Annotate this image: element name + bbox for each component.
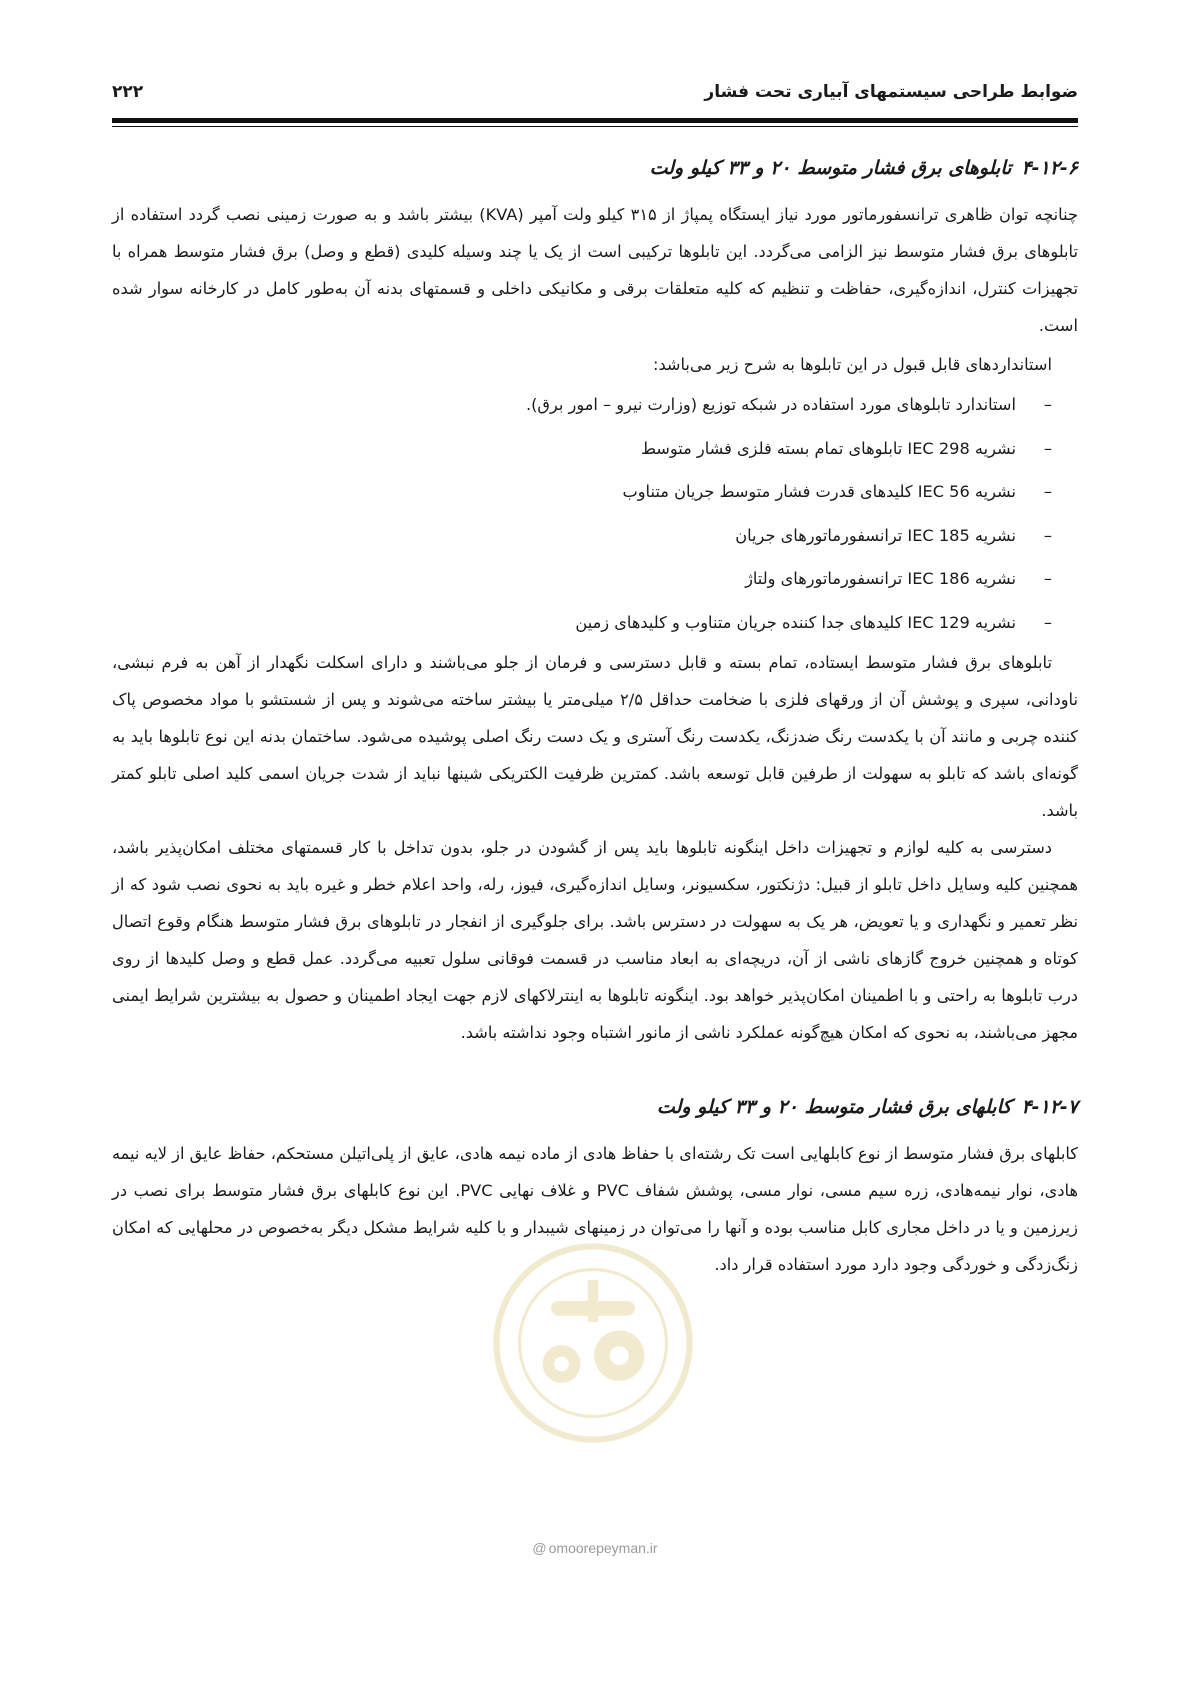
section-gap: [112, 1051, 1078, 1089]
list-item: – نشریه IEC 186 ترانسفورماتورهای ولتاژ: [112, 557, 1052, 601]
page-number: ۲۲۲: [112, 82, 144, 102]
page-content: [112, 150, 1078, 1283]
header-rule-thick: [112, 118, 1078, 123]
standards-list: [112, 383, 1078, 644]
dash-bullet-icon: –: [1043, 525, 1052, 545]
dash-bullet-icon: –: [1043, 395, 1052, 414]
page-header: [112, 72, 1078, 112]
dash-bullet-icon: –: [1043, 569, 1052, 588]
standards-intro: استانداردهای قابل قبول در این تابلوها به شرح زیر می‌باشد:: [652, 355, 1052, 374]
paragraph: تابلوهای برق فشار متوسط ایستاده، تمام بسته و قابل دسترسی و فرمان از جلو می‌باشند و دارای اسکلت نگهدار از آهن به فرم نبشی، ناودانی، سپری و پوشش آن از ورقهای فلزی با ضخامت حداقل ۲/۵ میلی‌متر یا بیشتر ساخته می‌شوند و پس از شستشو با مواد مخصوص پاک کننده چربی و مانند آن با یکدست رنگ ضدزنگ، یکدست رنگ آستری و یک دست رنگ اصلی پوشیده می‌شود. ساختمان بدنه این نوع تابلوها باید به گونه‌ای باشد که تابلو به سهولت از طرفین قابل توسعه باشد. کمترین ظرفیت الکتریکی شینها نباید از شدت جریان اسمی کلید اصلی تابلو کمتر باشد.: [112, 653, 1078, 820]
paragraph: کابلهای برق فشار متوسط از نوع کابلهایی است تک رشته‌ای با حفاظ هادی از ماده نیمه هادی، عایق از پلی‌اتیلن مستحکم، حفاظ عایق از لایه نیمه هادی، نوار نیمه‌هادی، زره سیم مسی، نوار مسی، پوشش شفاف PVC و غلاف نهایی PVC. این نوع کابلهای برق فشار متوسط برای نصب در زیرزمین و یا در داخل مجاری کابل مناسب بوده و آنها را می‌توان در زمینهای شیبدار و با کلیه شرایط مشکل دیگر به‌خصوص در محلهایی که امکان زنگ‌زدگی و خوردگی وجود دارد مورد استفاده قرار داد.: [112, 1144, 1079, 1274]
paragraph: چنانچه توان ظاهری ترانسفورماتور مورد نیاز ایستگاه پمپاژ از ۳۱۵ کیلو ولت آمپر (KVA) بیشتر باشد و به صورت زمینی نصب گردد استفاده از تابلوهای برق فشار متوسط نیز الزامی می‌گردد. این تابلوها ترکیبی است از یک یا چند وسیله کلیدی (قطع و وصل) برق فشار متوسط همراه با تجهیزات کنترل، اندازه‌گیری، حفاظت و تنظیم که کلیه متعلقات برقی و مکانیکی داخلی و قسمتهای بدنه آن به‌طور کامل در کارخانه سوار شده است.: [112, 205, 1078, 335]
list-item: – استاندارد تابلوهای مورد استفاده در شبکه توزیع (وزارت نیرو – امور برق).: [112, 383, 1052, 427]
list-item: – نشریه IEC 56 کلیدهای قدرت فشار متوسط جریان متناوب: [112, 470, 1052, 514]
list-item: – نشریه IEC 129 کلیدهای جدا کننده جریان متناوب و کلیدهای زمین: [112, 601, 1052, 645]
dash-bullet-icon: –: [1043, 612, 1052, 632]
section-number: ۴-۱۲-۶: [1021, 157, 1078, 179]
section-heading-6: [112, 150, 1078, 186]
section-title: تابلوهای برق فشار متوسط ۲۰ و ۳۳ کیلو ولت: [649, 157, 1012, 179]
section-number: ۴-۱۲-۷: [1021, 1096, 1078, 1118]
at-icon: @: [532, 1540, 547, 1556]
section-title: کابلهای برق فشار متوسط ۲۰ و ۳۳ کیلو ولت: [656, 1096, 1012, 1118]
footer-watermark-url: @ omoorepeyman.ir: [532, 1540, 658, 1556]
section-heading-7: [112, 1089, 1078, 1125]
paragraph: دسترسی به کلیه لوازم و تجهیزات داخل اینگونه تابلوها باید پس از گشودن در جلو، بدون تداخل با کار قسمتهای مختلف امکان‌پذیر باشد، همچنین کلیه وسایل داخل تابلو از قبیل: دژنکتور، سکسیونر، وسایل اندازه‌گیری، فیوز، رله، واحد اعلام خطر و غیره باید به نحوی نصب شود که از نظر تعمیر و نگهداری و یا تعویض، هر یک به سهولت در دسترس باشد. برای جلوگیری از انفجار در تابلوهای برق فشار متوسط هنگام وقوع اتصال کوتاه و همچنین خروج گازهای ناشی از آن، دریچه‌ای به ابعاد مناسب در قسمت فوقانی سلول تعبیه می‌گردد. عمل قطع و وصل کلیدها از روی درب تابلوها به راحتی و با اطمینان امکان‌پذیر خواهد بود. اینگونه تابلوها به اینترلاکهای لازم جهت ایجاد اطمینان و حصول به بیشترین شرایط ایمنی مجهز می‌باشند، به نحوی که امکان هیچ‌گونه عملکرد ناشی از مانور اشتباه وجود نداشته باشد.: [112, 838, 1078, 1042]
header-rule-thin: [112, 126, 1078, 127]
dash-bullet-icon: –: [1043, 482, 1052, 501]
dash-bullet-icon: –: [1043, 438, 1052, 458]
running-title: ضوابط طراحی سیستمهای آبیاری تحت فشار: [704, 82, 1078, 102]
list-item: – نشریه IEC 298 تابلوهای تمام بسته فلزی فشار متوسط: [112, 427, 1052, 471]
list-item: – نشریه IEC 185 ترانسفورماتورهای جریان: [112, 514, 1052, 558]
